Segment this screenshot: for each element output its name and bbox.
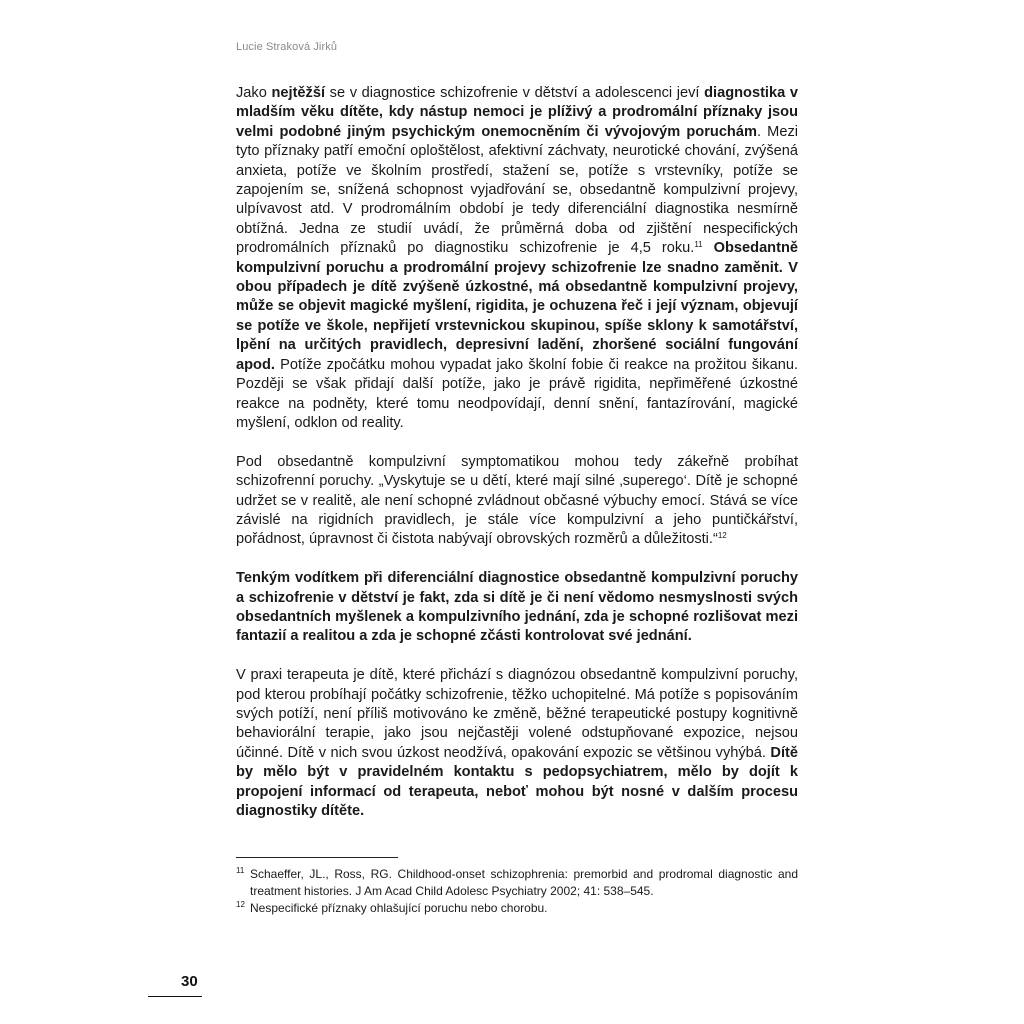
footnote-number: 11 — [236, 866, 245, 875]
paragraph-1 — [236, 84, 798, 433]
bold-run: diagnostika v mladším věku dítěte, kdy nástup nemoci je plíživý a prodromální příznaky jsou velmi podobné jiným psychickým onemocněním či vývojovým poruchám — [236, 85, 798, 140]
footnote-ref-11[interactable]: 11 — [694, 240, 703, 250]
bold-run: Obsedantně kompulzivní poruchu a prodromální projevy schizofrenie lze snadno zaměnit. V obou případech je dítě zvýšeně úzkostné, má obsedantně kompulzivní projevy, může se objevit magické myšlení, rigidita, je ochuzena řeč i její význam, objevují se potíže ve škole, nepřijetí vrstevnickou skupinou, spíše sklony k samotářství, lpění na určitých pravidlech, depresivní ladění, zhoršené sociální fungování apod. — [236, 240, 798, 373]
page-number-rule — [148, 996, 202, 997]
bold-run: Tenkým vodítkem při diferenciální diagnostice obsedantně kompulzivní poruchy a schizofrenie v dětství je fakt, zda si dítě je či není vědomo nesmyslnosti svých obsedantních myšlenek a kompulzivního jednání, zda je schopné rozlišovat mezi fantazií a realitou a zda je schopné zčásti kontrolovat své jednání. — [236, 570, 798, 645]
footnote-separator — [236, 857, 398, 858]
text-run: Jako — [236, 85, 272, 101]
text-run: Pod obsedantně kompulzivní symptomatikou mohou tedy zákeřně probíhat schizofrenní poruchy. „Vyskytuje se u dětí, které mají silné ‚superego‘. Dítě je schopné udržet se v realitě, ale není schopné zvládnout občasné výbuchy emocí. Stává se více závislé na rigidních pravidlech, je stále více kompulzivní a jeho puntičkářství, pořádnost, úpravnost či čistota nabývají obrovských rozměrů a důležitosti.“ — [236, 453, 798, 548]
paragraph-4 — [236, 666, 798, 821]
paragraph-2 — [236, 453, 798, 550]
running-head: Lucie Straková Jirků — [236, 41, 338, 53]
text-run: . Mezi tyto příznaky patří emoční oploštělost, afektivní záchvaty, neurotické chování, zvýšená anxieta, potíže ve školním prostředí, stažení se, potíže s vrstevníky, potíže se zapojením se, snížená schopnost vyjadřování se, obsedantně kompulzivní projevy, ulpívavost atd. V prodromálním období je tedy diferenciální diagnostika nesmírně obtížná. Jedna ze studií uvádí, že průměrná doba od zjištění nespecifických prodromálních příznaků po diagnostiku schizofrenie je 4,5 roku. — [236, 123, 798, 257]
footnote-text: Nespecifické příznaky ohlašující poruchu nebo chorobu. — [250, 901, 548, 915]
page-number: 30 — [181, 973, 198, 990]
bold-run: Dítě by mělo být v pravidelném kontaktu s pedopsychiatrem, mělo by dojít k propojení informací od terapeuta, neboť mohou být nosné v dalším procesu diagnostiky dítěte. — [236, 744, 798, 819]
text-run: Potíže zpočátku mohou vypadat jako školní fobie či reakce na prožitou šikanu. Později se však přidají další potíže, jako je právě rigidita, nepřiměřené úzkostné reakce na podněty, které tomu neodpovídají, denní snění, fantazírování, magické myšlení, odklon od reality. — [236, 356, 798, 431]
footnote-11 — [236, 866, 798, 900]
footnote-text: Schaeffer, JL., Ross, RG. Childhood-onset schizophrenia: premorbid and prodromal diagnostic and treatment histories. J Am Acad Child Adolesc Psychiatry 2002; 41: 538–545. — [250, 867, 798, 898]
body-text — [236, 84, 798, 821]
footnotes — [236, 866, 798, 917]
text-run: V praxi terapeuta je dítě, které přichází s diagnózou obsedantně kompulzivní poruchy, pod kterou probíhají počátky schizofrenie, těžko uchopitelné. Má potíže s popisováním svých potíží, není příliš motivováno ke změně, běžné terapeutické postupy kognitivně behaviorální terapie, jako jsou nejčastěji volené odstupňované expozice, nejsou účinné. Dítě v nich svou úzkost neodžívá, opakování expozic se většinou vyhýbá. — [236, 667, 798, 761]
footnote-12 — [236, 900, 798, 917]
footnote-number: 12 — [236, 900, 245, 909]
text-run: se v diagnostice schizofrenie v dětství a adolescenci jeví — [325, 85, 705, 101]
bold-run: nejtěžší — [271, 85, 326, 101]
paragraph-3 — [236, 569, 798, 647]
footnote-ref-12[interactable]: 12 — [717, 531, 727, 541]
